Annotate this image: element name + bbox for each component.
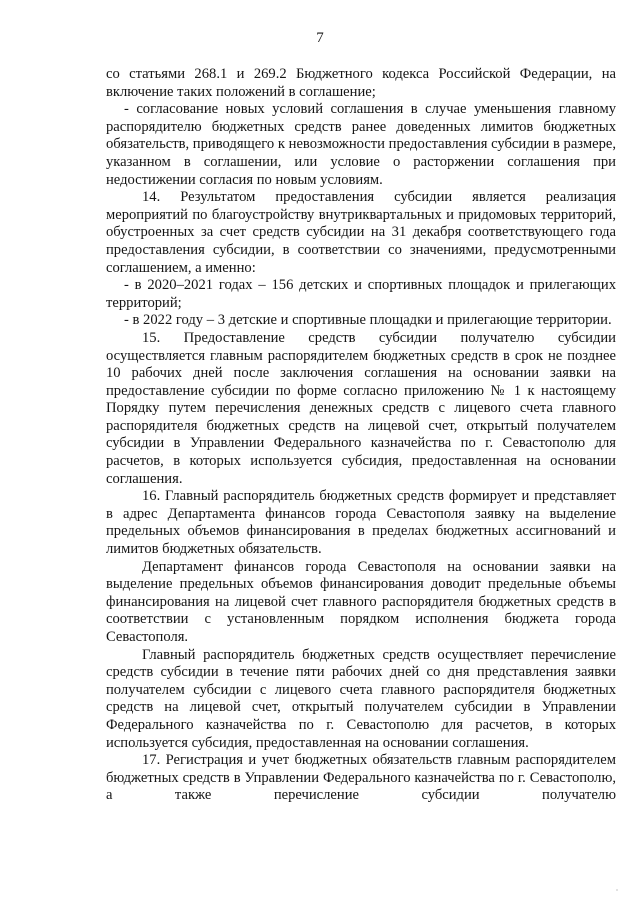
clause-17-paragraph: 17. Регистрация и учет бюджетных обязательств главным распорядителем бюджетных средств в Управлении Федерального казначейства по г. Севастополю, а также перечисление субсидии получателю <box>106 752 616 804</box>
clause-14-item-2022: - в 2022 году – 3 детские и спортивные площадки и прилегающие территории. <box>124 312 612 329</box>
agreement-terms-item: - согласование новых условий соглашения в случае уменьшения главному распорядителю бюджетных средств ранее доведенных лимитов бюджетных обязательств, приводящего к невозможности предоставления субсидии в размере, указанном в соглашении, или условие о расторжении соглашения при недостижении согласия по новым условиям. <box>106 101 616 188</box>
clause-16-paragraph: 16. Главный распорядитель бюджетных средств формирует и представляет в адрес Департамента финансов города Севастополя заявку на выделение предельных объемов финансирования в пределах бюджетных ассигнований и лимитов бюджетных обязательств. <box>106 488 616 558</box>
continuation-paragraph: со статьями 268.1 и 269.2 Бюджетного кодекса Российской Федерации, на включение таких положений в соглашение; <box>106 66 616 100</box>
clause-15-paragraph: 15. Предоставление средств субсидии получателю субсидии осуществляется главным распорядителем бюджетных средств в срок не позднее 10 рабочих дней после заключения соглашения на основании заявки на предоставление субсидии по форме согласно приложению № 1 к настоящему Порядку путем перечисления денежных средств с лицевого счета главного распорядителя бюджетных средств на лицевой счет, открытый получателем субсидии в Управлении Федерального казначейства по г. Севастополю для расчетов, в которых используется субсидия, предоставленная на основании соглашения. <box>106 329 616 487</box>
clause-14-paragraph: 14. Результатом предоставления субсидии является реализация мероприятий по благоустройству внутриквартальных и придомовых территорий, обустроенных за счет средств субсидии на 31 декабря соответствующего года предоставления субсидии, в соответствии со значениями, предусмотренными соглашением, а именно: <box>106 189 616 276</box>
page-number: 7 <box>316 30 324 46</box>
clause-16-department-paragraph: Департамент финансов города Севастополя на основании заявки на выделение предельных объемов финансирования доводит предельные объемы финансирования на лицевой счет главного распорядителя бюджетных средств в соответствии с установленным порядком исполнения бюджета города Севастополя. <box>106 558 616 645</box>
scan-speck <box>616 889 618 891</box>
clause-16-transfer-paragraph: Главный распорядитель бюджетных средств осуществляет перечисление средств субсидии в течение пяти рабочих дней со дня представления заявки получателем субсидии с лицевого счета главного распорядителя бюджетных средств на лицевой счет, открытый получателем субсидии в Управлении Федерального казначейства по г. Севастополю для расчетов, в которых используется субсидия, предоставленная на основании соглашения. <box>106 646 616 751</box>
clause-14-item-2020-2021: - в 2020–2021 годах – 156 детских и спортивных площадок и прилегающих территорий; <box>106 277 616 311</box>
document-body <box>106 66 616 805</box>
